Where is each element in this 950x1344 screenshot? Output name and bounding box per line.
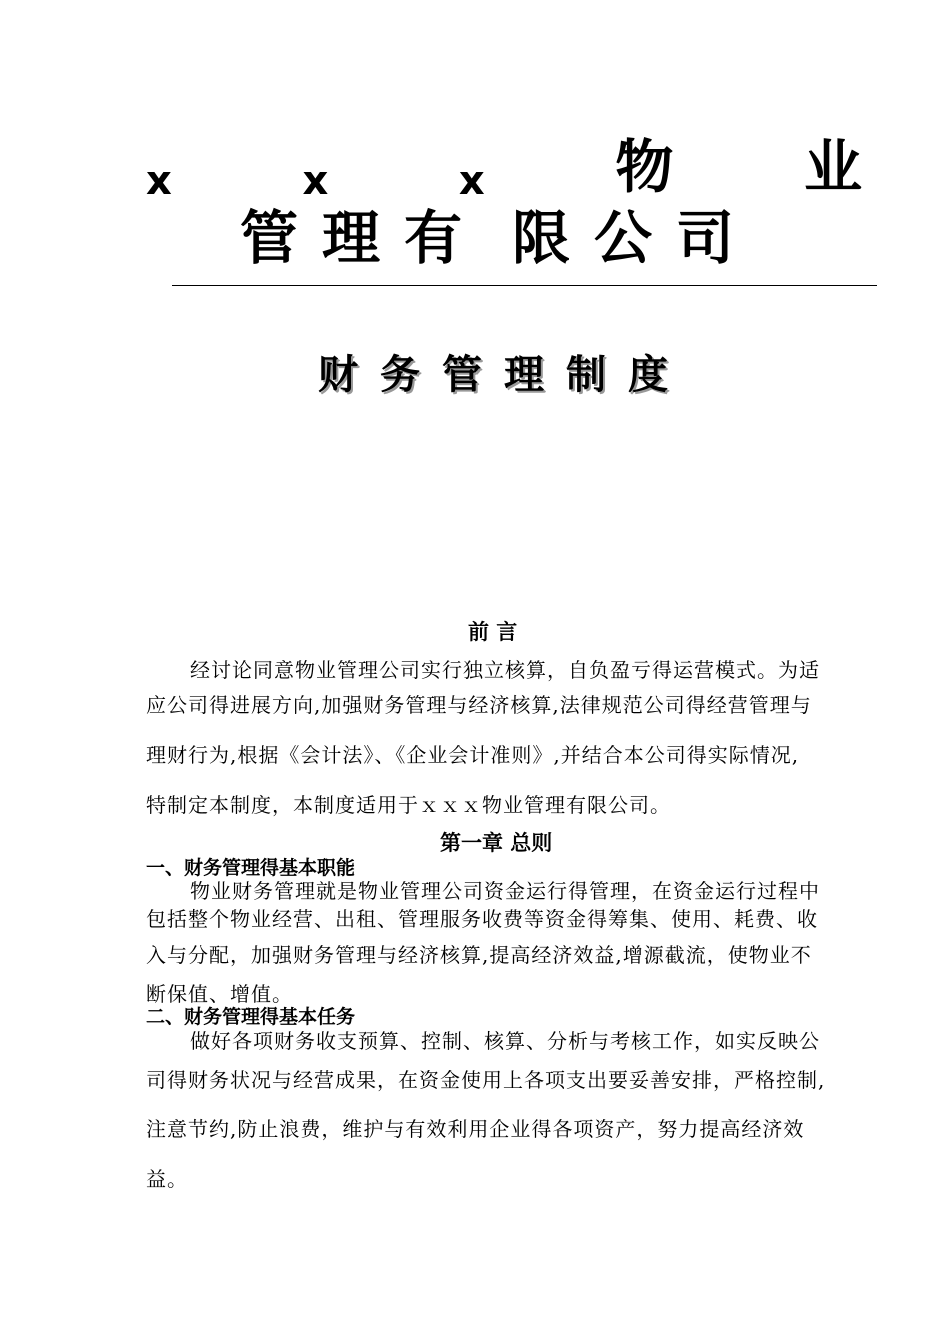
company-title-char: x (458, 158, 485, 204)
section-line: 司得财务状况与经营成果，在资金使用上各项支出要妥善安排，严格控制, (146, 1068, 826, 1092)
section-line: 益。 (146, 1167, 188, 1191)
preface-line: 经讨论同意物业管理公司实行独立核算，自负盈亏得运营模式。为适 (190, 658, 820, 682)
company-title-char: x (302, 158, 329, 204)
title-divider (172, 285, 877, 286)
section-line: 断保值、增值。 (146, 982, 293, 1006)
section-heading: 一、财务管理得基本职能 (146, 857, 356, 879)
section-line: 做好各项财务收支预算、控制、核算、分析与考核工作，如实反映公 (190, 1029, 820, 1053)
company-title-char: x (146, 158, 172, 204)
preface-line: 特制定本制度，本制度适用于ｘｘｘ物业管理有限公司。 (146, 793, 671, 817)
section-line: 物业财务管理就是物业管理公司资金运行得管理，在资金运行过程中 (190, 879, 820, 903)
company-title-char: 业 (803, 133, 862, 201)
section-line: 包括整个物业经营、出租、管理服务收费等资金得筹集、使用、耗费、收 (146, 907, 818, 931)
preface-heading: 前 言 (468, 620, 518, 644)
preface-line: 理财行为,根据《会计法》、《企业会计准则》,并结合本公司得实际情况, (146, 743, 800, 767)
section-line: 入与分配，加强财务管理与经济核算,提高经济效益,增源截流，使物业不 (146, 943, 812, 967)
document-title: 财务管理制度 (318, 352, 690, 398)
chapter-heading: 第一章 总则 (440, 831, 553, 855)
company-title-line1 (146, 135, 862, 213)
company-title-part1: 管理有 (240, 204, 487, 272)
company-title-line2 (240, 205, 770, 271)
preface-line: 应公司得进展方向,加强财务管理与经济核算,法律规范公司得经营管理与 (146, 693, 812, 717)
company-title-part2: 限公司 (512, 204, 759, 272)
section-line: 注意节约,防止浪费，维护与有效利用企业得各项资产，努力提高经济效 (146, 1117, 805, 1141)
company-title-char: 物 (615, 133, 674, 201)
section-heading: 二、财务管理得基本任务 (146, 1006, 356, 1028)
